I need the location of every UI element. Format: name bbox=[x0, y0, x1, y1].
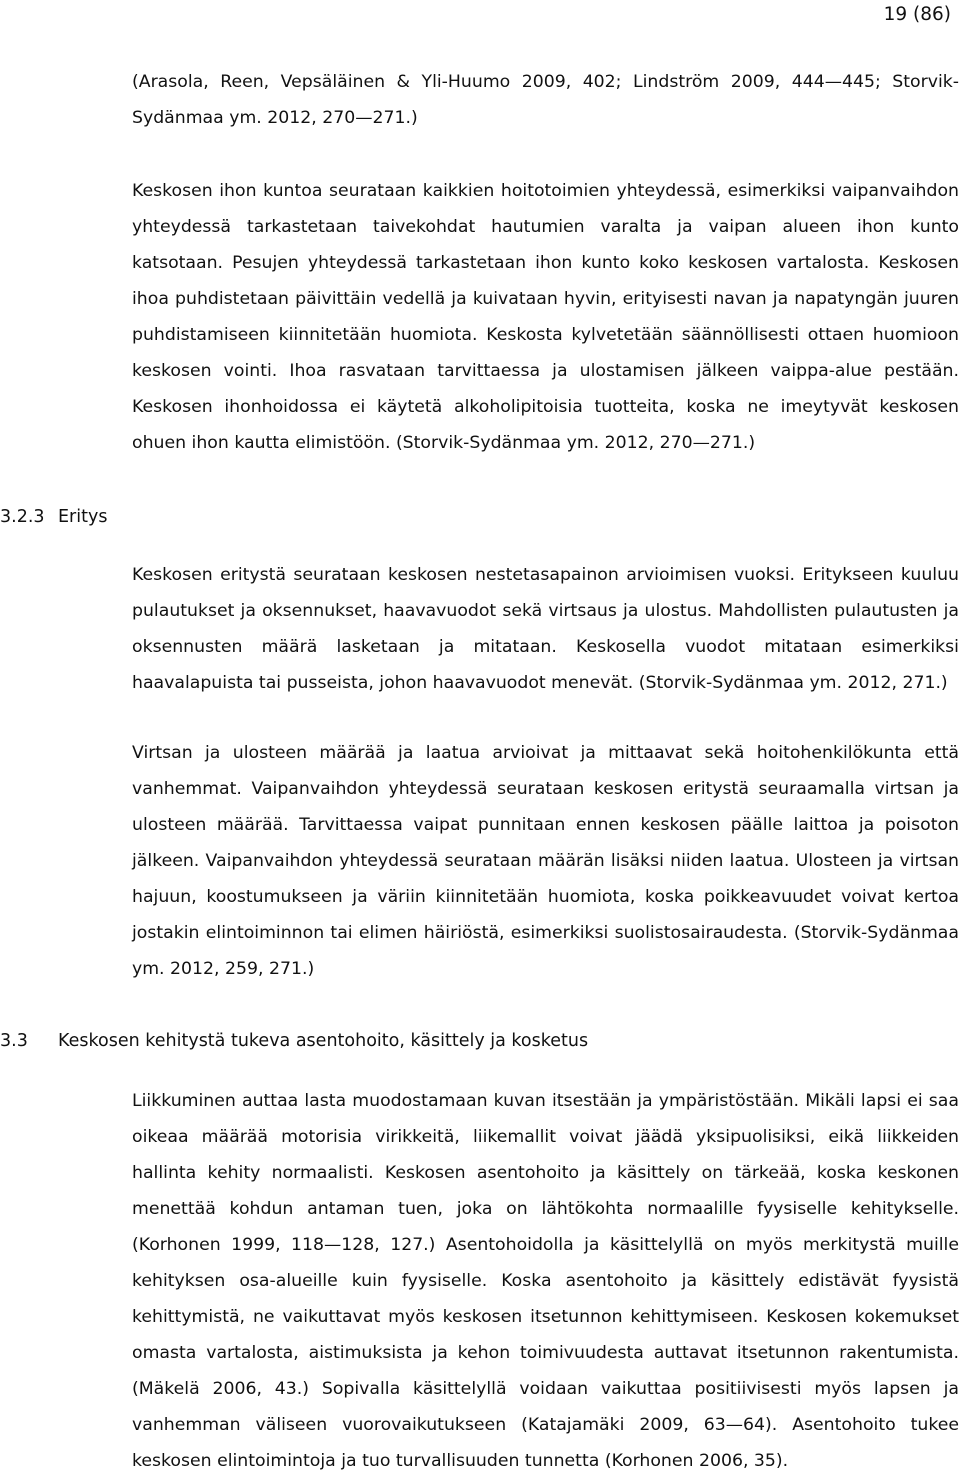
section-title: Keskosen kehitystä tukeva asentohoito, käsittely ja kosketus bbox=[58, 1031, 589, 1051]
page-number: 19 (86) bbox=[883, 4, 951, 25]
section-heading-eritys bbox=[0, 505, 107, 529]
section-heading-positioning bbox=[0, 1029, 588, 1053]
section-number: 3.3 bbox=[0, 1031, 28, 1051]
paragraph-urine-stool: Virtsan ja ulosteen määrää ja laatua arvioivat ja mittaavat sekä hoitohenkilökunta että vanhemmat. Vaipanvaihdon yhteydessä seurataan keskosen eritystä seuraamalla virtsan ja ulosteen määrää. Tarvittaessa vaipat punnitaan ennen keskosen päälle laittoa ja poisoton jälkeen. Vaipanvaihdon yhteydessä seurataan määrän lisäksi niiden laatua. Ulosteen ja virtsan hajuun, koostumukseen ja väriin kiinnitetään huomiota, koska poikkeavuudet voivat kertoa jostakin elintoiminnon tai elimen häiriöstä, esimerkiksi suolistosairaudesta. (Storvik-Sydänmaa ym. 2012, 259, 271.) bbox=[132, 743, 959, 979]
paragraph-movement: Liikkuminen auttaa lasta muodostamaan kuvan itsestään ja ympäristöstään. Mikäli lapsi ei saa oikeaa määrää motorisia virikkeitä, liikemallit voivat jäädä yksipuolisiksi, eikä liikkeiden hallinta kehity normaalisti. Keskosen asentohoito ja käsittely on tärkeää, koska keskonen menettää kohdun antaman tuen, joka on lähtökohta normaalille fyysiselle kehitykselle. (Korhonen 1999, 118—128, 127.) Asentohoidolla ja käsittelyllä on myös merkitystä muille kehityksen osa-alueille kuin fyysiselle. Koska asentohoito ja käsittely edistävät fyysistä kehittymistä, ne vaikuttavat myös keskosen itsetunnon kehittymiseen. Keskosen kokemukset omasta vartalosta, aistimuksista ja kehon toimivuudesta auttavat itsetunnon rakentumista. (Mäkelä 2006, 43.) Sopivalla käsittelyllä voidaan vaikuttaa positiivisesti myös lapsen ja vanhemman väliseen vuorovaikutukseen (Katajamäki 2009, 63—64). Asentohoito tukee keskosen elintoimintoja ja tuo turvallisuuden tunnetta (Korhonen 2006, 35). bbox=[132, 1091, 959, 1471]
paragraph-excretion: Keskosen eritystä seurataan keskosen nestetasapainon arvioimisen vuoksi. Eritykseen kuuluu pulautukset ja oksennukset, haavavuodot sekä virtsaus ja ulostus. Mahdollisten pulautusten ja oksennusten määrä lasketaan ja mitataan. Keskosella vuodot mitataan esimerkiksi haavalapuista tai pusseista, johon haavavuodot menevät. (Storvik-Sydänmaa ym. 2012, 271.) bbox=[132, 565, 959, 693]
paragraph-citation: (Arasola, Reen, Vepsäläinen & Yli-Huumo 2009, 402; Lindström 2009, 444—445; Storvik-Sydänmaa ym. 2012, 270—271.) bbox=[132, 72, 959, 128]
section-number: 3.2.3 bbox=[0, 507, 45, 527]
section-title: Eritys bbox=[58, 507, 108, 527]
paragraph-skin-care: Keskosen ihon kuntoa seurataan kaikkien hoitotoimien yhteydessä, esimerkiksi vaipanvaihdon yhteydessä tarkastetaan taivekohdat hautumien varalta ja vaipan alueen ihon kunto katsotaan. Pesujen yhteydessä tarkastetaan ihon kunto koko keskosen vartalosta. Keskosen ihoa puhdistetaan päivittäin vedellä ja kuivataan hyvin, erityisesti navan ja napatyngän juuren puhdistamiseen kiinnitetään huomiota. Keskosta kylvetetään säännöllisesti ottaen huomioon keskosen vointi. Ihoa rasvataan tarvittaessa ja ulostamisen jälkeen vaippa-alue pestään. Keskosen ihonhoidossa ei käytetä alkoholipitoisia tuotteita, koska ne imeytyvät keskosen ohuen ihon kautta elimistöön. (Storvik-Sydänmaa ym. 2012, 270—271.) bbox=[132, 181, 959, 453]
